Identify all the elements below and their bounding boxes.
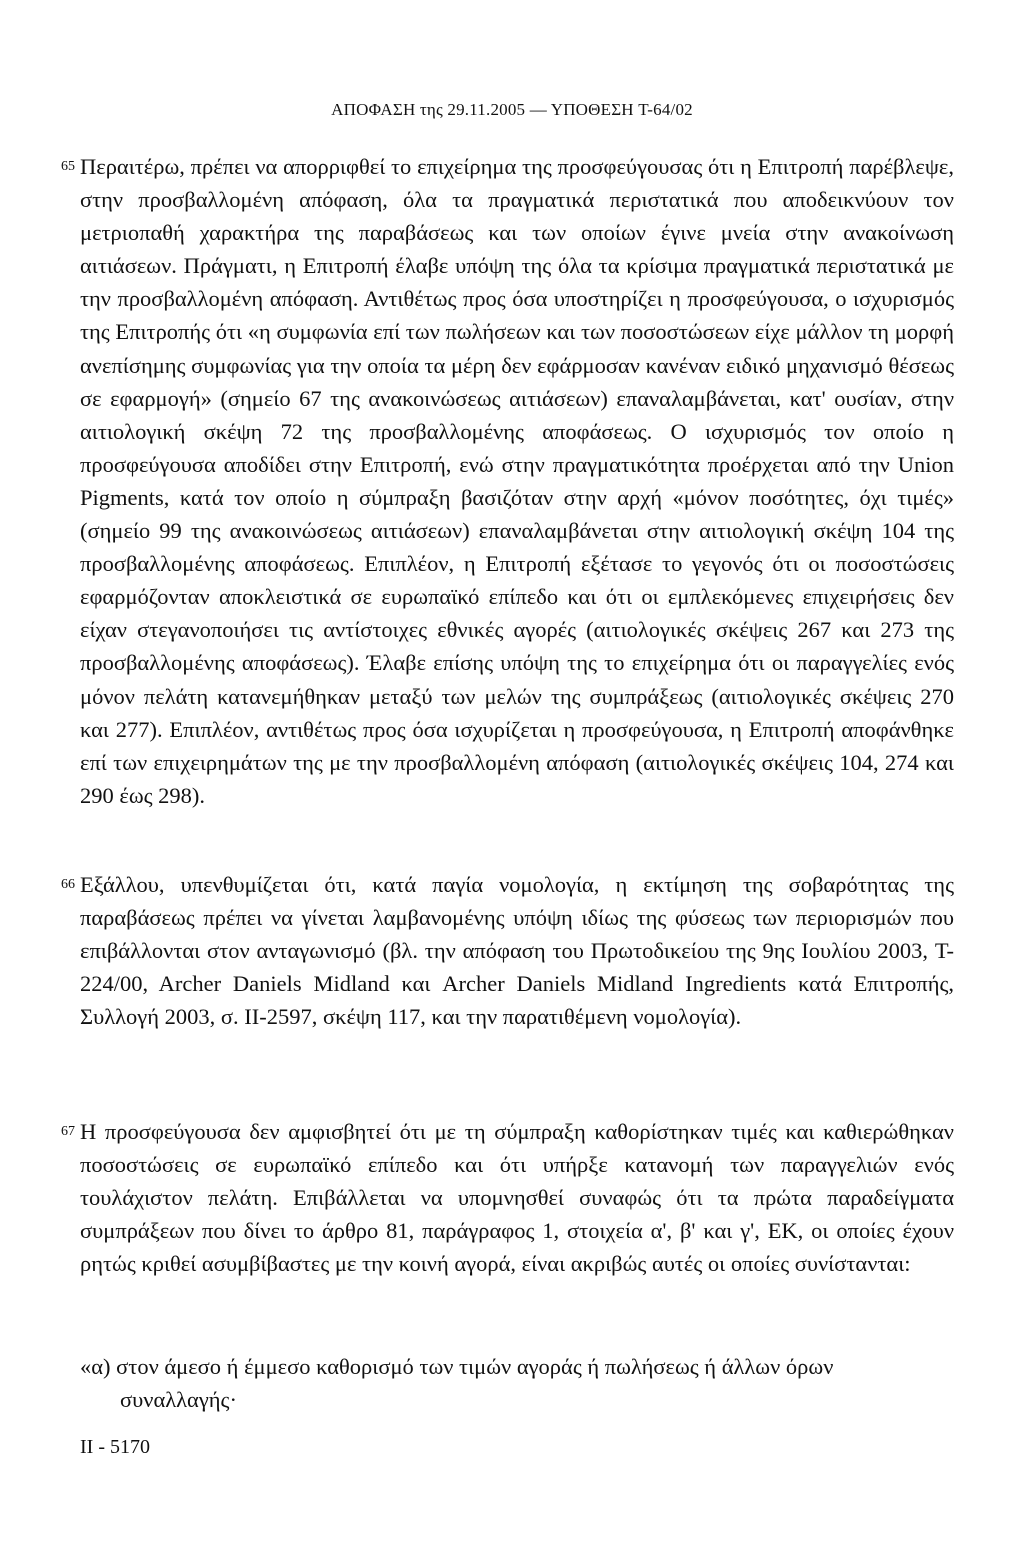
page-number: II - 5170 — [80, 1436, 150, 1458]
paragraph-67 — [61, 1115, 954, 1280]
paragraph-text: Περαιτέρω, πρέπει να απορριφθεί το επιχείρημα της προσφεύγουσας ότι η Επιτροπή παρέβλεψε, στην προσβαλλομένη απόφαση, όλα τα πραγματικά περιστατικά που αποδεικνύουν τον μετριοπαθή χαρακτήρα της παραβάσεως και των οποίων έγινε μνεία στην ανακοίνωση αιτιάσεων. Πράγματι, η Επιτροπή έλαβε υπόψη της όλα τα κρίσιμα πραγματικά περιστατικά με την προσβαλλομένη απόφαση. Αντιθέτως προς όσα υποστηρίζει η προσφεύγουσα, ο ισχυρισμός της Επιτροπής ότι «η συμφωνία επί των πωλήσεων και των ποσοστώσεων είχε μάλλον τη μορφή ανεπίσημης συμφωνίας για την οποία τα μέρη δεν εφάρμοσαν κανέναν ειδικό μηχανισμό θέσεως σε εφαρμογή» (σημείο 67 της ανακοινώσεως αιτιάσεων) επαναλαμβάνεται, κατ' ουσίαν, στην αιτιολογική σκέψη 72 της προσβαλλομένης αποφάσεως. Ο ισχυρισμός τον οποίο η προσφεύγουσα αποδίδει στην Επιτροπή, ενώ στην πραγματικότητα προέρχεται από την Union Pigments, κατά τον οποίο η σύμπραξη βασιζόταν στην αρχή «μόνον ποσότητες, όχι τιμές» (σημείο 99 της ανακοινώσεως αιτιάσεων) επαναλαμβάνεται στην αιτιολογική σκέψη 104 της προσβαλλομένης αποφάσεως. Επιπλέον, η Επιτροπή εξέτασε το γεγονός ότι οι ποσοστώσεις εφαρμόζονταν αποκλειστικά σε ευρωπαϊκό επίπεδο και ότι οι εμπλεκόμενες επιχειρήσεις δεν είχαν στεγανοποιήσει τις αντίστοιχες εθνικές αγορές (αιτιολογικές σκέψεις 267 και 273 της προσβαλλομένης αποφάσεως). Έλαβε επίσης υπόψη της το επιχείρημα ότι οι παραγγελίες ενός μόνον πελάτη κατανεμήθηκαν μεταξύ των μελών της συμπράξεως (αιτιολογικές σκέψεις 270 και 277). Επιπλέον, αντιθέτως προς όσα ισχυρίζεται η προσφεύγουσα, η Επιτροπή αποφάνθηκε επί των επιχειρημάτων της με την προσβαλλομένη απόφαση (αιτιολογικές σκέψεις 104, 274 και 290 έως 298). — [80, 154, 954, 808]
quoted-list-item: «α) στον άμεσο ή έμμεσο καθορισμό των τιμών αγοράς ή πωλήσεως ή άλλων όρων συναλλαγής· — [80, 1354, 834, 1412]
paragraph-number: 67 — [61, 1124, 75, 1139]
paragraph-number: 65 — [61, 159, 75, 174]
paragraph-number: 66 — [61, 877, 75, 892]
running-header: ΑΠΟΦΑΣΗ της 29.11.2005 — ΥΠΟΘΕΣΗ T-64/02 — [331, 100, 693, 119]
paragraph-text: Η προσφεύγουσα δεν αμφισβητεί ότι με τη σύμπραξη καθορίστηκαν τιμές και καθιερώθηκαν ποσοστώσεις σε ευρωπαϊκό επίπεδο και ότι υπήρξε κατανομή των παραγγελιών ενός τουλάχιστον πελάτη. Επιβάλλεται να υπομνησθεί συναφώς ότι τα πρώτα παραδείγματα συμπράξεων που δίνει το άρθρο 81, παράγραφος 1, στοιχεία α', β' και γ', ΕΚ, οι οποίες έχουν ρητώς κριθεί ασυμβίβαστες με την κοινή αγορά, είναι ακριβώς αυτές οι οποίες συνίστανται: — [80, 1119, 954, 1277]
paragraph-66 — [61, 868, 954, 1033]
paragraph-65 — [61, 150, 954, 812]
paragraph-text: Εξάλλου, υπενθυμίζεται ότι, κατά παγία νομολογία, η εκτίμηση της σοβαρότητας της παραβάσεως πρέπει να γίνεται λαμβανομένης υπόψη ιδίως της φύσεως των περιορισμών που επιβάλλονται στον ανταγωνισμό (βλ. την απόφαση του Πρωτοδικείου της 9ης Ιουλίου 2003, T-224/00, Archer Daniels Midland και Archer Daniels Midland Ingredients κατά Επιτροπής, Συλλογή 2003, σ. II-2597, σκέψη 117, και την παρατιθέμενη νομολογία). — [80, 872, 954, 1030]
